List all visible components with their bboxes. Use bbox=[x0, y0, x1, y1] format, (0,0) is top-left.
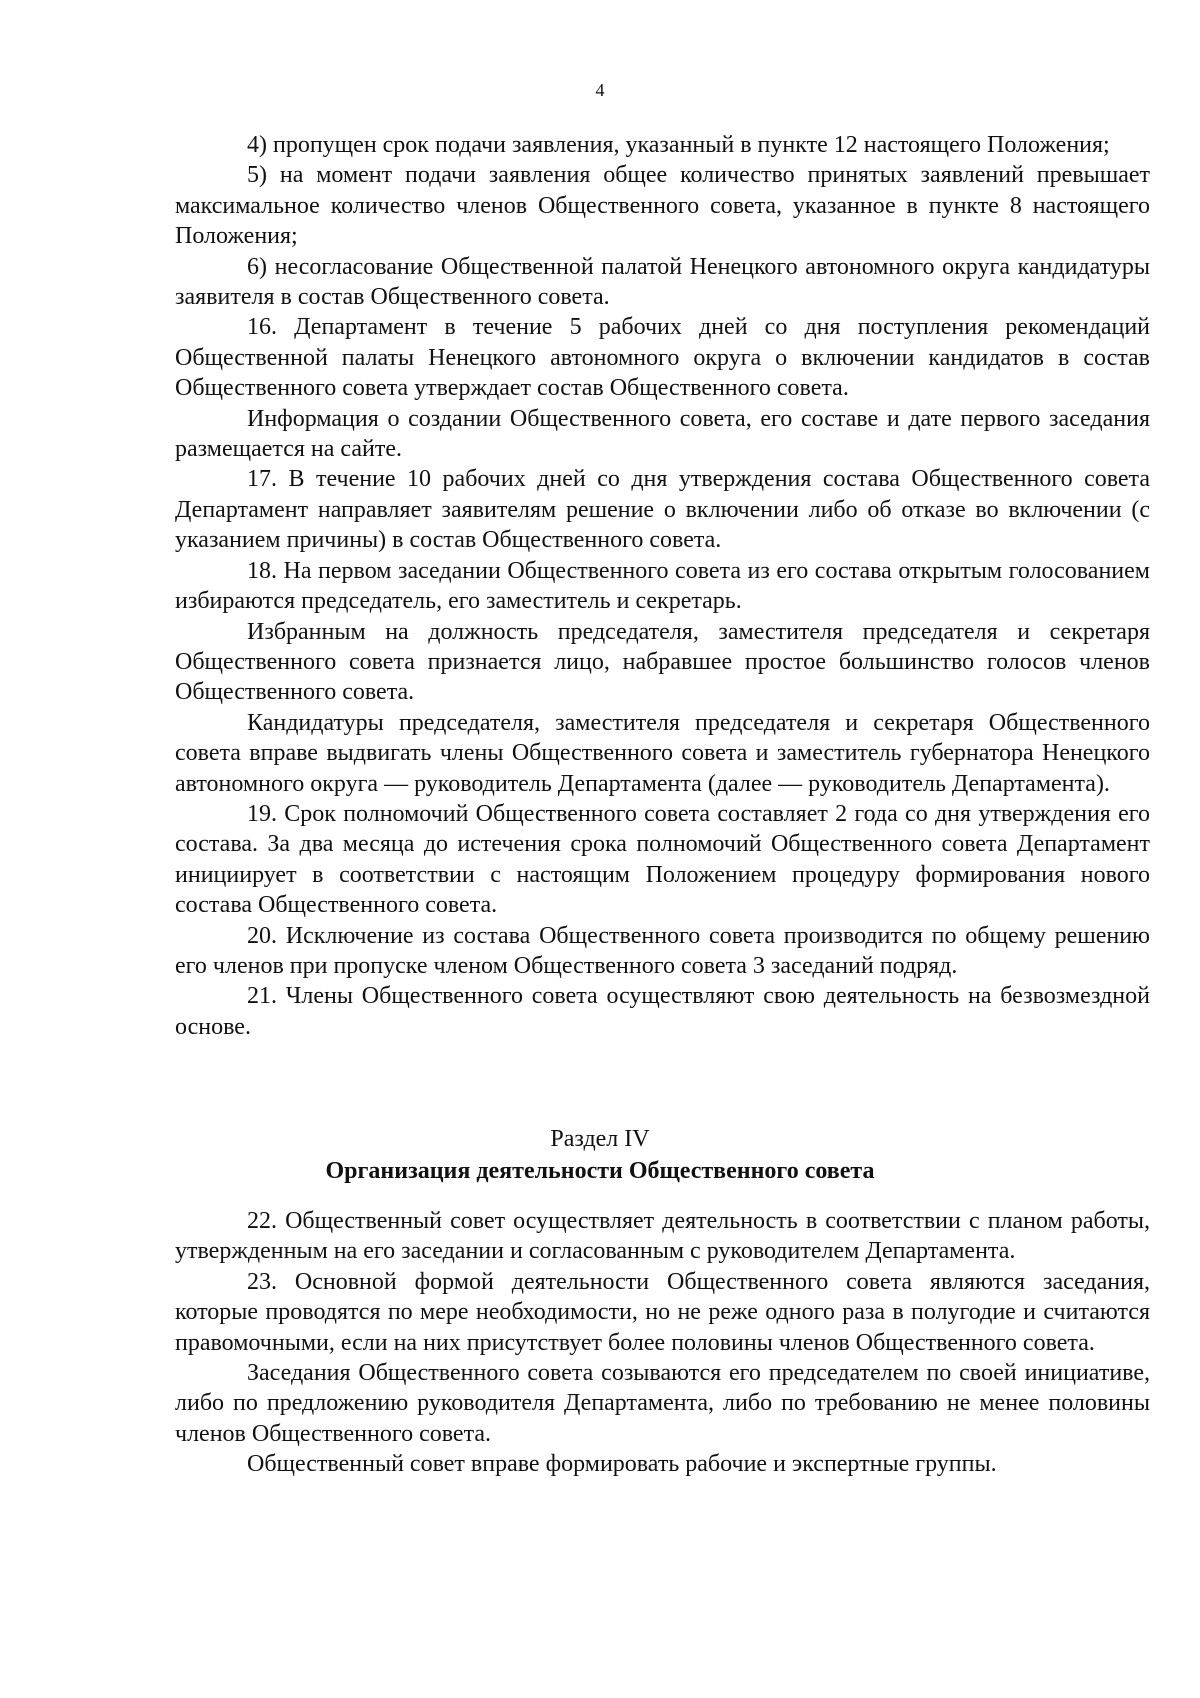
paragraph-item-4: 4) пропущен срок подачи заявления, указанный в пункте 12 настоящего Положения; bbox=[247, 132, 1110, 158]
paragraph-clause-16-info: Информация о создании Общественного совета, его составе и дате первого заседания размещается на сайте. bbox=[175, 405, 1150, 463]
paragraph-clause-19: 19. Срок полномочий Общественного совета составляет 2 года со дня утверждения его состава. За два месяца до истечения срока полномочий Общественного совета Департамент инициирует в соответствии с настоящим Положением процедуру формирования нового состава Общественного совета. bbox=[175, 800, 1150, 919]
paragraph-clause-23-meetings: Заседания Общественного совета созываются его председателем по своей инициативе, либо по предложению руководителя Департамента, либо по требованию не менее половины членов Общественного совета. bbox=[175, 1360, 1150, 1447]
body-text-bottom bbox=[175, 1206, 1150, 1480]
paragraph-clause-21: 21. Члены Общественного совета осуществляют свою деятельность на безвозмездной основе. bbox=[175, 983, 1150, 1040]
page-number: 4 bbox=[595, 80, 605, 100]
section-heading bbox=[0, 1124, 1200, 1186]
paragraph-item-5: 5) на момент подачи заявления общее количество принятых заявлений превышает максимальное количество членов Общественного совета, указанное в пункте 8 настоящего Положения; bbox=[175, 162, 1150, 250]
paragraph-clause-17: 17. В течение 10 рабочих дней со дня утверждения состава Общественного совета Департамент направляет заявителям решение о включении либо об отказе во включении (с указанием причины) в состав Общественного совета. bbox=[175, 466, 1150, 554]
paragraph-clause-18-election: Избранным на должность председателя, заместителя председателя и секретаря Общественного совета признается лицо, набравшее простое большинство голосов членов Общественного совета. bbox=[175, 618, 1150, 706]
paragraph-clause-18: 18. На первом заседании Общественного совета из его состава открытым голосованием избираются председатель, его заместитель и секретарь. bbox=[175, 557, 1150, 615]
paragraph-clause-22: 22. Общественный совет осуществляет деятельность в соответствии с планом работы, утвержденным на его заседании и согласованным с руководителем Департамента. bbox=[175, 1208, 1150, 1265]
paragraph-clause-23-groups: Общественный совет вправе формировать рабочие и экспертные группы. bbox=[247, 1451, 997, 1478]
paragraph-clause-20: 20. Исключение из состава Общественного совета производится по общему решению его членов при пропуске членом Общественного совета 3 заседаний подряд. bbox=[175, 922, 1150, 979]
paragraph-clause-16: 16. Департамент в течение 5 рабочих дней со дня поступления рекомендаций Общественной палаты Ненецкого автономного округа о включении кандидатов в состав Общественного совета утверждает состав Общественного совета. bbox=[175, 314, 1150, 402]
paragraph-clause-23: 23. Основной формой деятельности Общественного совета являются заседания, которые проводятся по мере необходимости, но не реже одного раза в полугодие и считаются правомочными, если на них присутствует более половины членов Общественного совета. bbox=[175, 1268, 1150, 1356]
body-text-top bbox=[175, 130, 1150, 1042]
paragraph-clause-18-candidates: Кандидатуры председателя, заместителя председателя и секретаря Общественного совета вправе выдвигать члены Общественного совета и заместитель губернатора Ненецкого автономного округа — руководитель Департамента (далее — руководитель Департамента). bbox=[175, 709, 1150, 797]
section-label: Раздел IV bbox=[550, 1126, 650, 1152]
paragraph-item-6: 6) несогласование Общественной палатой Ненецкого автономного округа кандидатуры заявителя в состав Общественного совета. bbox=[175, 253, 1150, 311]
section-title: Организация деятельности Общественного совета bbox=[325, 1158, 875, 1184]
